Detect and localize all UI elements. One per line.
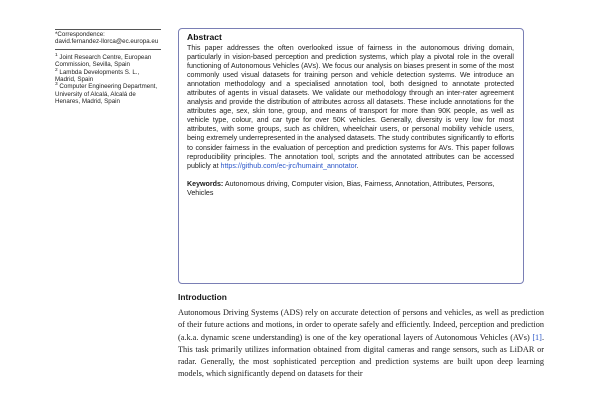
affiliation-text: Computer Engineering Department, University of Alcalá, Alcalá de Henares, Madrid, Spain <box>55 83 158 106</box>
affiliation-text: Joint Research Centre, European Commission, Sevilla, Spain <box>55 53 152 69</box>
repository-link[interactable]: https://github.com/ec-jrc/humaint_annotator <box>220 161 357 170</box>
affiliation-2 <box>55 69 161 84</box>
introduction-paragraph <box>178 307 544 381</box>
intro-text: Autonomous Driving Systems (ADS) rely on accurate detection of persons and vehicles, as well as prediction of their future actions and motions, in order to operate safely and efficiently. Indeed, perception and prediction (a.k.a. dynamic scene understanding) is one of the key operational layers of Autonomous Vehicles (AVs) <box>178 308 544 342</box>
abstract-title: Abstract <box>187 32 222 42</box>
correspondence-label: *Correspondence: <box>55 31 105 38</box>
affiliation-number: 1 <box>55 52 58 58</box>
intro-text-continued: . This task primarily utilizes information obtained from digital cameras and range sensors, such as LiDAR or radar. Generally, the most sophisticated perception and prediction systems are built upon deep learning models, which significantly depend on datasets for their <box>178 332 544 379</box>
citation-link[interactable]: [1] <box>532 332 542 342</box>
margin-notes <box>55 29 161 106</box>
keywords-list: Autonomous driving, Computer vision, Bias, Fairness, Annotation, Attributes, Persons, Vehicles <box>187 179 495 197</box>
abstract-body <box>187 44 514 171</box>
top-rule <box>55 29 161 30</box>
keywords-label: Keywords: <box>187 179 224 188</box>
affiliation-3 <box>55 83 161 105</box>
affiliation-1 <box>55 54 161 69</box>
correspondence <box>55 31 161 46</box>
abstract-box <box>178 28 524 284</box>
abstract-end: . <box>356 161 359 170</box>
abstract-text: This paper addresses the often overlooked issue of fairness in the autonomous driving domain, particularly in vision-based perception and prediction systems, which play a pivotal role in the overall functioning of Autonomous Vehicles (AVs). We focus our analysis on biases present in some of the most commonly used visual datasets for training person and vehicle detection systems. We introduce an annotation methodology and a specialised annotation tool, both designed to annotate protected attributes of agents in visual datasets. We validate our methodology through an inter-rater agreement analysis and provide the distribution of attributes across all datasets. These include annotations for the attributes age, sex, skin tone, group, and means of transport for more than 90K people, as well as vehicle type, colour, and car type for over 50K vehicles. Generally, diversity is very low for most attributes, with some groups, such as children, wheelchair users, or personal mobility vehicle users, being extremely underrepresented in the analysed datasets. The study contributes significantly to efforts to consider fairness in the evaluation of perception and prediction systems for AVs. This paper follows reproducibility principles. The annotation tool, scripts and the annotated attributes can be accessed publicly at <box>187 44 514 170</box>
affiliation-number: 3 <box>55 82 58 88</box>
affiliation-number: 2 <box>55 67 58 73</box>
correspondence-email[interactable]: david.fernandez-llorca@ec.europa.eu <box>55 38 159 46</box>
introduction-section <box>178 292 544 381</box>
affiliation-text: Lambda Developments S. L., Madrid, Spain <box>55 68 140 84</box>
keywords <box>187 180 514 198</box>
introduction-heading: Introduction <box>178 292 227 302</box>
